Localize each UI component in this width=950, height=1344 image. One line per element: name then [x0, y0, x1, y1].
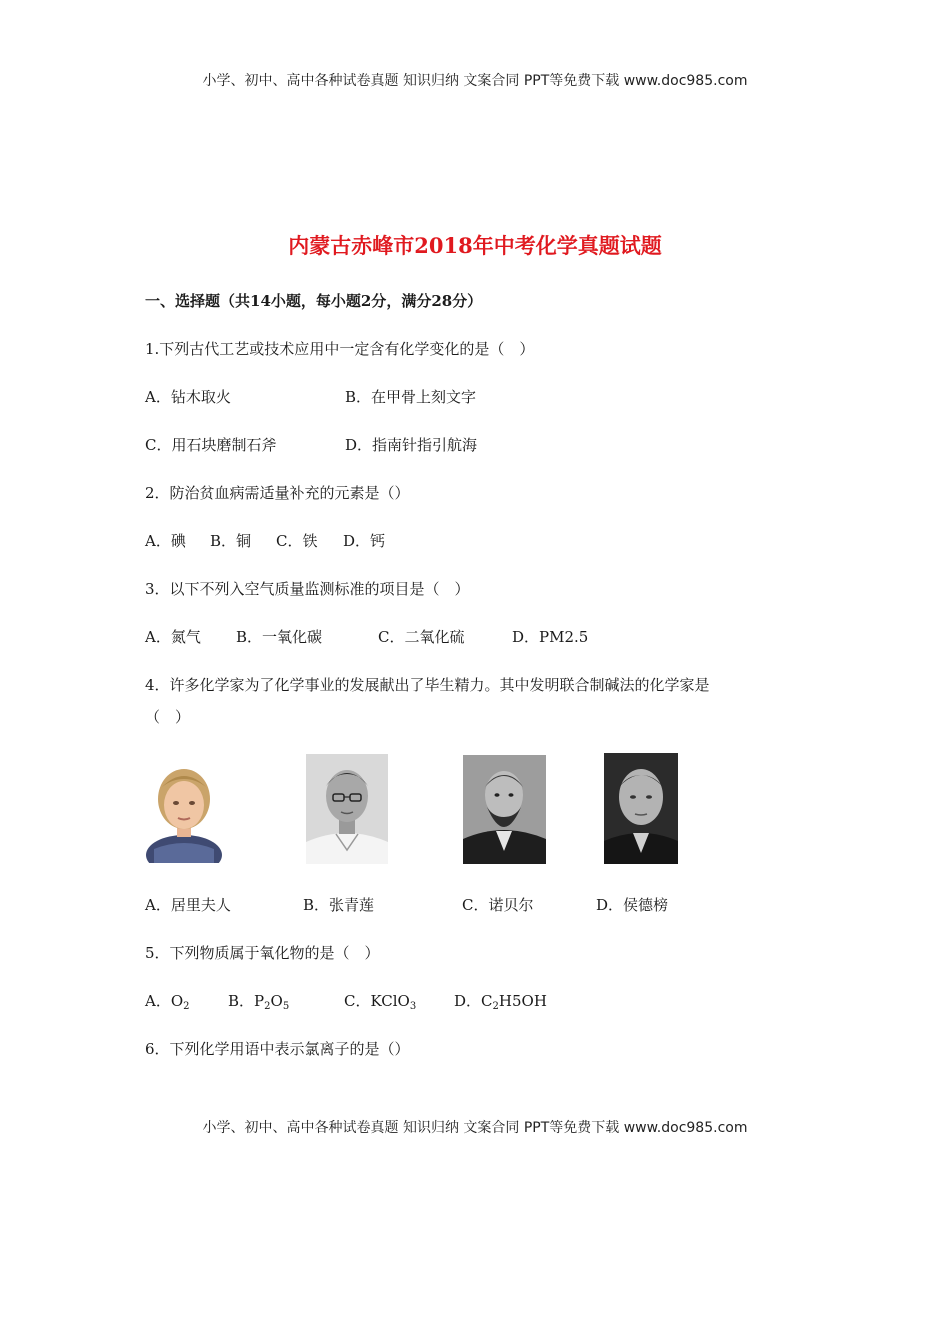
question-5-stem: 5．下列物质属于氧化物的是（ ） — [145, 944, 380, 962]
portrait-hou-debang — [604, 753, 678, 864]
question-3-option-b: B．一氧化碳 — [236, 628, 323, 646]
page-header: 小学、初中、高中各种试卷真题 知识归纳 文案合同 PPT等免费下载 www.doc985.com — [202, 73, 748, 89]
portrait-zhang-qinglian — [306, 754, 388, 864]
question-3-option-c: C．二氧化硫 — [378, 628, 465, 646]
question-1-stem: 1.下列古代工艺或技术应用中一定含有化学变化的是（ ） — [145, 340, 535, 358]
page-title: 内蒙古赤峰市2018年中考化学真题试题 — [288, 233, 662, 258]
portrait-nobel — [463, 755, 546, 864]
question-4-stem-paren: （ ） — [145, 708, 191, 726]
question-1-option-b: B．在甲骨上刻文字 — [345, 388, 477, 406]
question-2-option-b: B．铜 — [210, 532, 252, 550]
question-1-option-d: D．指南针指引航海 — [345, 436, 478, 454]
page-footer: 小学、初中、高中各种试卷真题 知识归纳 文案合同 PPT等免费下载 www.doc985.com — [202, 1120, 748, 1136]
question-4-option-d: D．侯德榜 — [596, 896, 669, 914]
question-4-option-c: C．诺贝尔 — [462, 896, 534, 914]
question-4-option-b: B．张青莲 — [303, 896, 375, 914]
question-2-option-a: A．碘 — [145, 532, 186, 550]
question-5-option-a: A．$O_2$ — [145, 992, 190, 1012]
section-heading: 一、选择题（共14小题，每小题2分，满分28分） — [145, 292, 483, 310]
question-3-option-d: D．PM2.5 — [512, 628, 589, 646]
question-5-option-c: C．KClO$_3$ — [344, 992, 417, 1012]
question-4-stem: 4．许多化学家为了化学事业的发展献出了毕生精力。其中发明联合制碱法的化学家是 — [145, 676, 710, 694]
question-2-option-c: C．铁 — [276, 532, 318, 550]
question-2-option-d: D．钙 — [343, 532, 386, 550]
question-1-option-c: C．用石块磨制石斧 — [145, 436, 277, 454]
question-1-option-a: A．钻木取火 — [145, 388, 231, 406]
question-3-stem: 3．以下不列入空气质量监测标准的项目是（ ） — [145, 580, 470, 598]
question-5-option-d: D．$C_2H5OH$ — [454, 992, 547, 1012]
portrait-curie — [144, 757, 224, 863]
question-2-stem: 2．防治贫血病需适量补充的元素是（） — [145, 484, 410, 502]
question-5-option-b: B．$P_2O_5$ — [228, 992, 290, 1012]
question-6-stem: 6．下列化学用语中表示氯离子的是（） — [145, 1040, 410, 1058]
question-4-option-a: A．居里夫人 — [145, 896, 231, 914]
question-3-option-a: A．氮气 — [145, 628, 201, 646]
